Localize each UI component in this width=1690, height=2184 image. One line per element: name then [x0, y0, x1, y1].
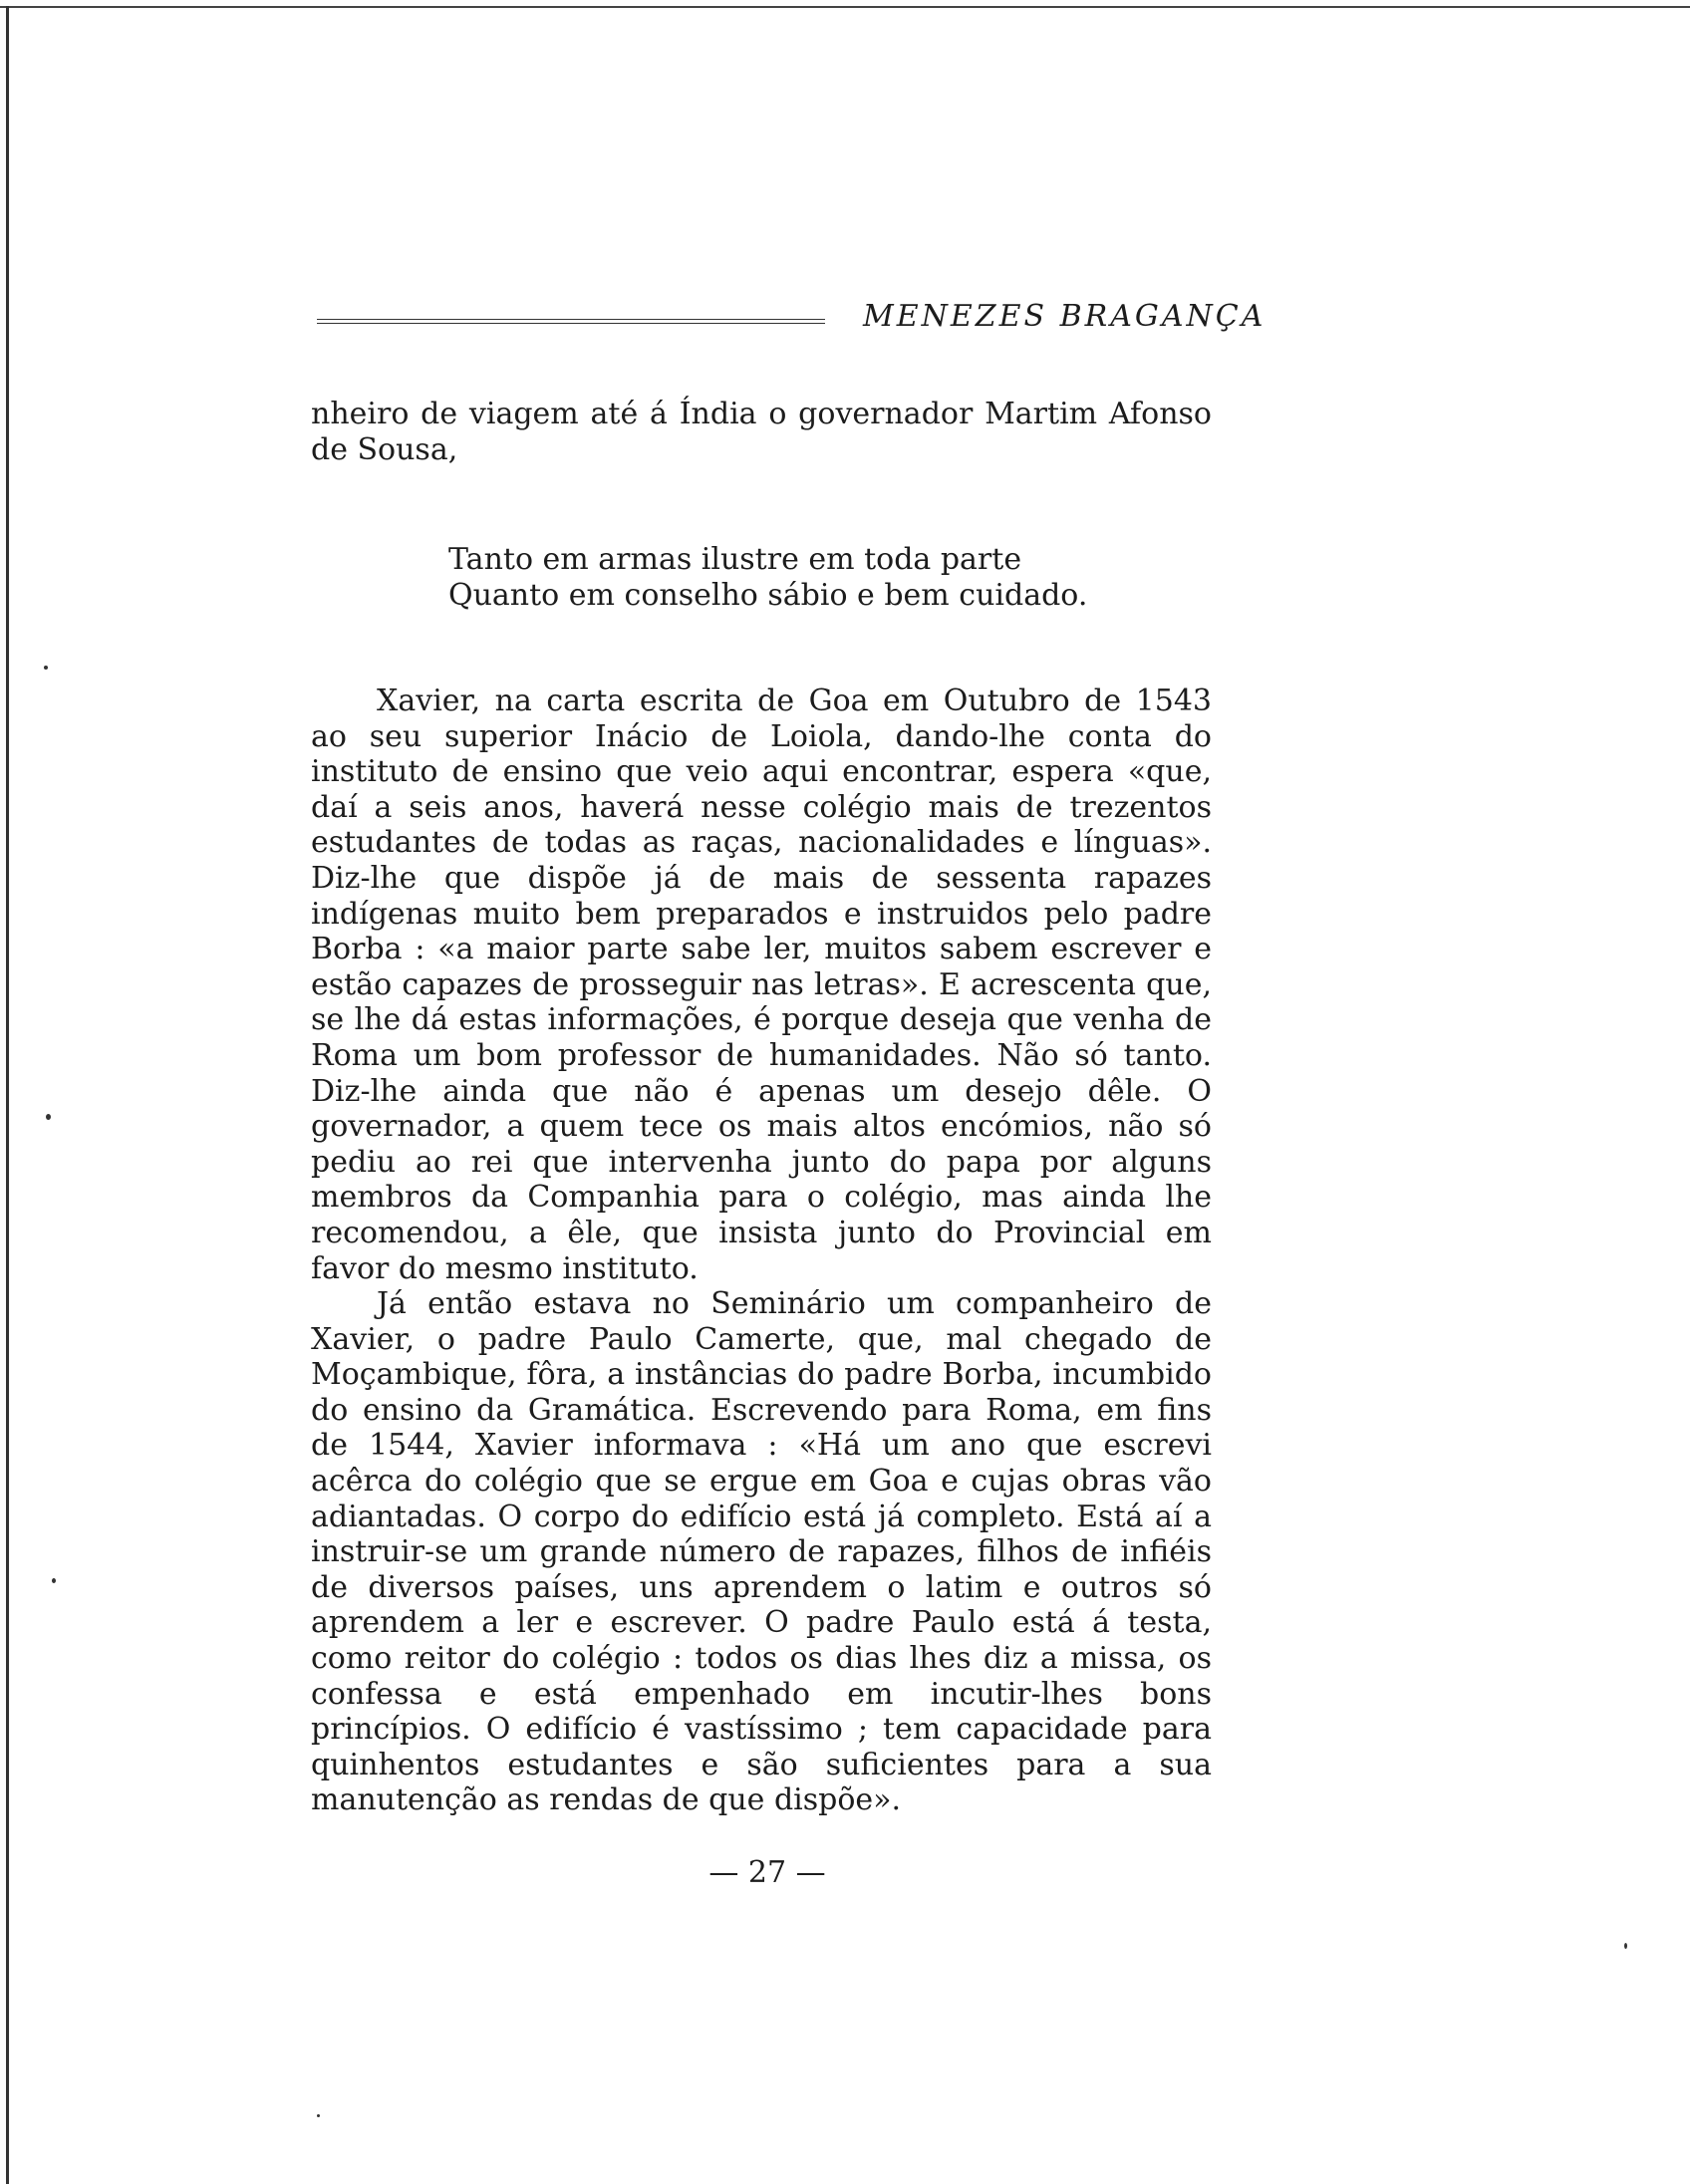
scan-speck	[46, 1114, 51, 1120]
page-header	[317, 299, 1267, 341]
verse-quote	[448, 542, 1146, 614]
page-number: — 27 —	[708, 1855, 826, 1890]
opening-paragraph: nheiro de viagem até á Índia o governador Martim Afonso de Sousa,	[311, 397, 1212, 467]
verse-line: Quanto em conselho sábio e bem cuidado.	[448, 578, 1088, 613]
running-head: MENEZES BRAGANÇA	[863, 299, 1267, 334]
scan-speck	[317, 2114, 320, 2117]
body-text	[311, 683, 1212, 1818]
body-paragraph: Xavier, na carta escrita de Goa em Outubro de 1543 ao seu superior Inácio de Loiola, dando-lhe conta do instituto de ensino que veio aqui encontrar, espera «que, daí a seis anos, haverá nesse colégio mais de trezentos estudantes de todas as raças, nacionalidades e línguas». Diz-lhe que dispõe já de mais de sessenta rapazes indígenas muito bem preparados e instruidos pelo padre Borba : «a maior parte sabe ler, muitos sabem escrever e estão capazes de prosseguir nas letras». E acrescenta que, se lhe dá estas informações, é porque deseja que venha de Roma um bom professor de humanidades. Não só tanto. Diz-lhe ainda que não é apenas um desejo dêle. O governador, a quem tece os mais altos encómios, não só pediu ao rei que intervenha junto do papa por alguns membros da Companhia para o colégio, mas ainda lhe recomendou, a êle, que insista junto do Provincial em favor do mesmo instituto.	[311, 683, 1212, 1286]
scan-edge-top	[0, 6, 1690, 8]
verse-line: Tanto em armas ilustre em toda parte	[448, 542, 1022, 577]
scan-edge-left	[6, 6, 9, 2184]
scan-speck	[1624, 1943, 1627, 1949]
body-paragraph: Já então estava no Seminário um companheiro de Xavier, o padre Paulo Camerte, que, mal chegado de Moçambique, fôra, a instâncias do padre Borba, incumbido do ensino da Gramática. Escrevendo para Roma, em fins de 1544, Xavier informava : «Há um ano que escrevi acêrca do colégio que se ergue em Goa e cujas obras vão adiantadas. O corpo do edifício está já completo. Está aí a instruir-se um grande número de rapazes, filhos de infiéis de diversos países, uns aprendem o latim e outros só aprendem a ler e escrever. O padre Paulo está á testa, como reitor do colégio : todos os dias lhes diz a missa, os confessa e está empenhado em incutir-lhes bons princípios. O edifício é vastíssimo ; tem capacidade para quinhentos estudantes e são suficientes para a sua manutenção as rendas de que dispõe».	[311, 1286, 1212, 1818]
header-rule	[317, 319, 825, 324]
scan-speck	[44, 666, 48, 670]
scan-speck	[52, 1578, 56, 1583]
opening-text-block	[311, 397, 1212, 467]
